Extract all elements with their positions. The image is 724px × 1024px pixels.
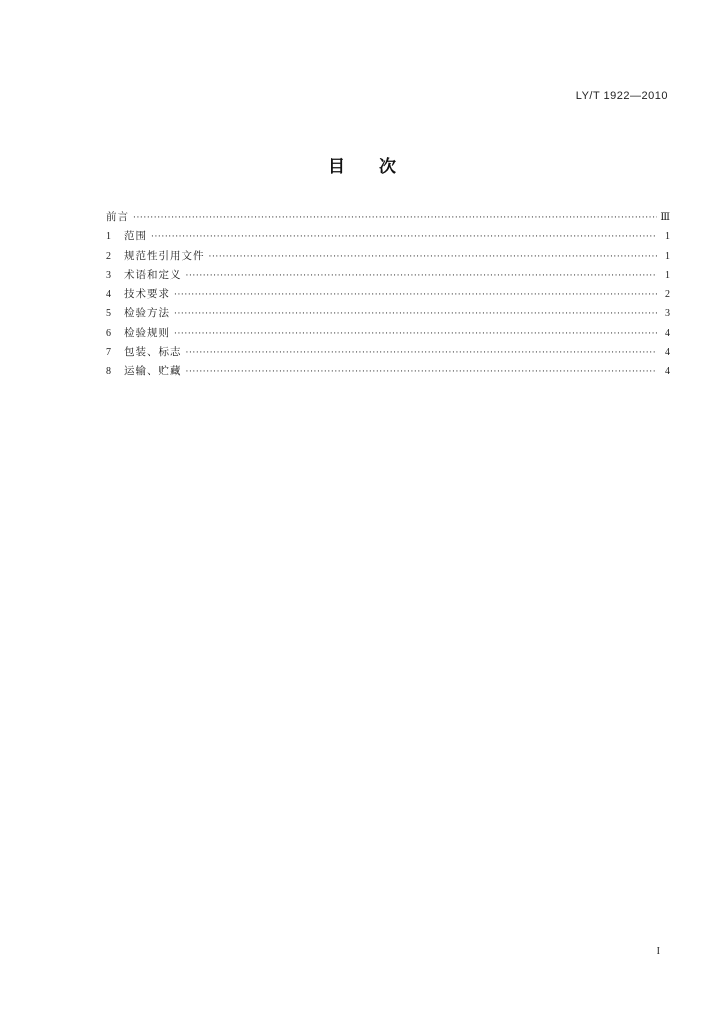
toc-leader-dots	[209, 248, 658, 267]
toc-entry-number: 7	[106, 347, 111, 359]
toc-title: 目次	[328, 157, 430, 177]
toc-entry-transport-storage[interactable]	[106, 362, 670, 381]
toc-entry-label: 术语和定义	[124, 268, 182, 281]
toc-entry-label: 技术要求	[124, 288, 170, 301]
toc-entry-page: Ⅲ	[660, 212, 670, 223]
toc-leader-dots	[186, 267, 658, 286]
toc-entry-packaging-marking[interactable]	[106, 343, 670, 362]
toc-entry-number: 8	[106, 366, 111, 378]
toc-entry-number: 5	[106, 308, 111, 320]
toc-entry-number: 3	[106, 269, 111, 281]
toc-entry-number: 2	[106, 250, 111, 262]
toc-entry-label: 检验方法	[124, 307, 170, 320]
toc-entry-label: 运输、贮藏	[124, 365, 182, 378]
toc-entry-page: 4	[665, 327, 670, 339]
toc-entry-page: 4	[665, 366, 670, 378]
standard-code: LY/T 1922—2010	[575, 90, 668, 102]
toc-leader-dots	[186, 344, 658, 363]
toc-entry-page: 4	[665, 347, 670, 359]
toc-leader-dots	[174, 305, 657, 324]
toc-entry-label: 范围	[124, 230, 147, 243]
toc-entry-label: 规范性引用文件	[124, 249, 205, 262]
toc-leader-dots	[133, 209, 657, 228]
toc-entry-number: 1	[106, 231, 111, 243]
toc-entry-number: 4	[106, 289, 111, 301]
toc-entry-page: 1	[665, 269, 670, 281]
toc-entry-technical-requirements[interactable]	[106, 285, 670, 304]
toc-leader-dots	[174, 286, 657, 305]
toc-entry-page: 1	[665, 231, 670, 243]
toc-entry-normative-references[interactable]	[106, 247, 670, 266]
toc-entry-test-methods[interactable]	[106, 304, 670, 323]
toc-entry-label: 检验规则	[124, 326, 170, 339]
toc-entry-page: 1	[665, 250, 670, 262]
toc-entry-inspection-rules[interactable]	[106, 324, 670, 343]
toc-leader-dots	[186, 363, 658, 382]
toc-entry-number: 6	[106, 327, 111, 339]
toc-entry-foreword[interactable]	[106, 208, 670, 227]
toc-leader-dots	[174, 325, 657, 344]
toc-entry-label: 包装、标志	[124, 346, 182, 359]
table-of-contents	[106, 208, 670, 382]
toc-entry-page: 2	[665, 289, 670, 301]
toc-leader-dots	[151, 228, 657, 247]
toc-entry-label: 前言	[106, 211, 129, 223]
toc-entry-terms-definitions[interactable]	[106, 266, 670, 285]
page-number: I	[656, 946, 660, 957]
toc-entry-scope[interactable]	[106, 227, 670, 246]
toc-entry-page: 3	[665, 308, 670, 320]
